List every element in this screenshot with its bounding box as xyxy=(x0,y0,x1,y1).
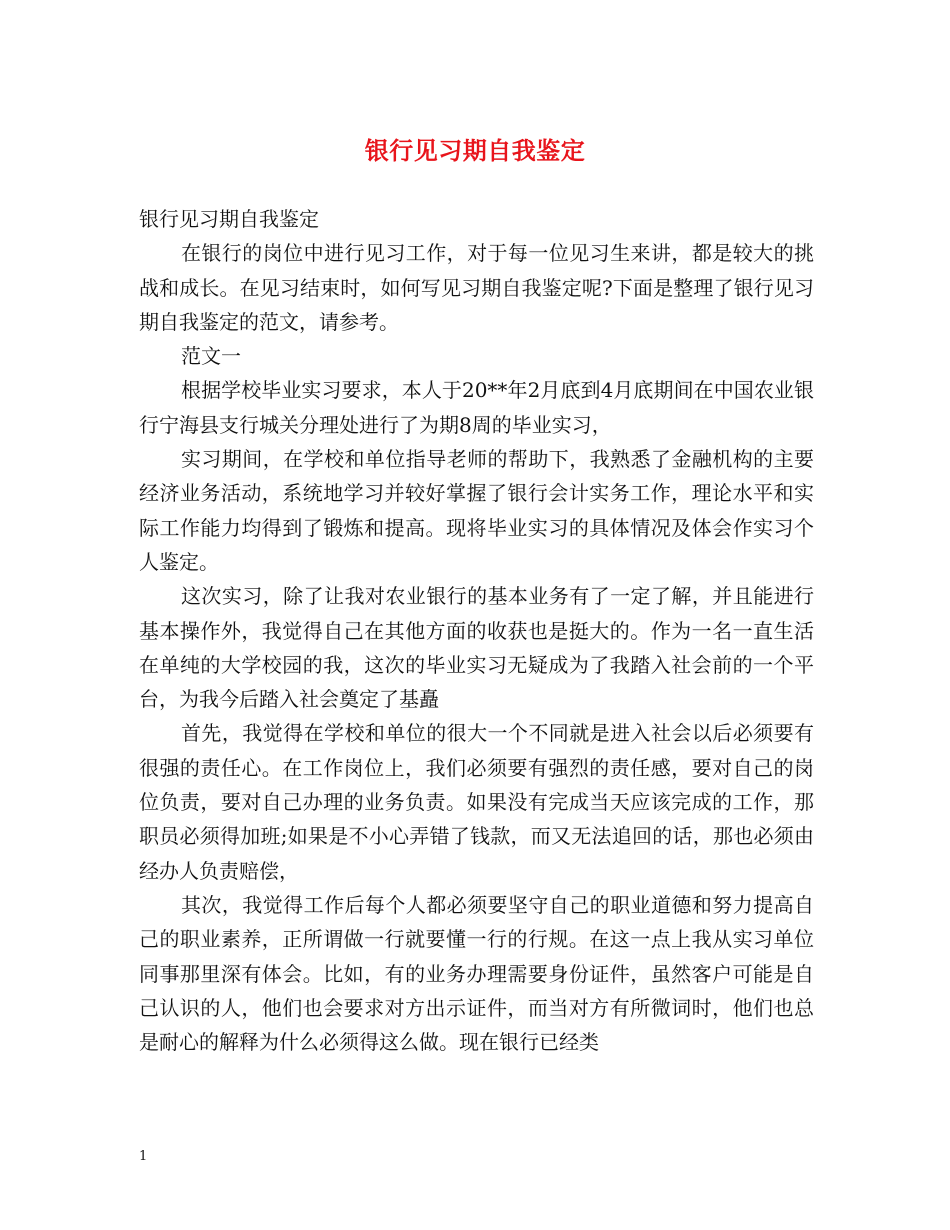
document-body xyxy=(139,202,814,1059)
paragraph-sample-label: 范文一 xyxy=(181,344,241,369)
document-title: 银行见习期自我鉴定 xyxy=(364,136,586,165)
paragraph-gains: 这次实习，除了让我对农业银行的基本业务有了一定了解，并且能进行基本操作外，我觉得自己在其他方面的收获也是挺大的。作为一名一直生活在单纯的大学校园的我，这次的毕业实习无疑成为了我踏入社会前的一个平台，为我今后踏入社会奠定了基矗 xyxy=(139,584,814,712)
paragraph-responsibility: 首先，我觉得在学校和单位的很大一个不同就是进入社会以后必须要有很强的责任心。在工作岗位上，我们必须要有强烈的责任感，要对自己的岗位负责，要对自己办理的业务负责。如果没有完成当天应该完成的工作，那职员必须得加班;如果是不小心弄错了钱款，而又无法追回的话，那也必须由经办人负责赔偿， xyxy=(139,721,814,883)
paragraph-professional-ethics: 其次，我觉得工作后每个人都必须要坚守自己的职业道德和努力提高自己的职业素养，正所谓做一行就要懂一行的行规。在这一点上我从实习单位同事那里深有体会。比如，有的业务办理需要身份证件，虽然客户可能是自己认识的人，他们也会要求对方出示证件，而当对方有所微词时，他们也总是耐心的解释为什么必须得这么做。现在银行已经类 xyxy=(139,892,814,1055)
paragraph-internship-basis: 根据学校毕业实习要求，本人于20**年2月底到4月底期间在中国农业银行宁海县支行城关分理处进行了为期8周的毕业实习， xyxy=(139,378,814,437)
paragraph-intro: 在银行的岗位中进行见习工作，对于每一位见习生来讲，都是较大的挑战和成长。在见习结束时，如何写见习期自我鉴定呢?下面是整理了银行见习期自我鉴定的范文，请参考。 xyxy=(139,241,814,334)
paragraph-internship-period: 实习期间，在学校和单位指导老师的帮助下，我熟悉了金融机构的主要经济业务活动，系统地学习并较好掌握了银行会计实务工作，理论水平和实际工作能力均得到了锻炼和提高。现将毕业实习的具体情况及体会作实习个人鉴定。 xyxy=(139,447,814,574)
paragraph-heading: 银行见习期自我鉴定 xyxy=(139,207,319,231)
page-number: 1 xyxy=(139,1149,148,1164)
